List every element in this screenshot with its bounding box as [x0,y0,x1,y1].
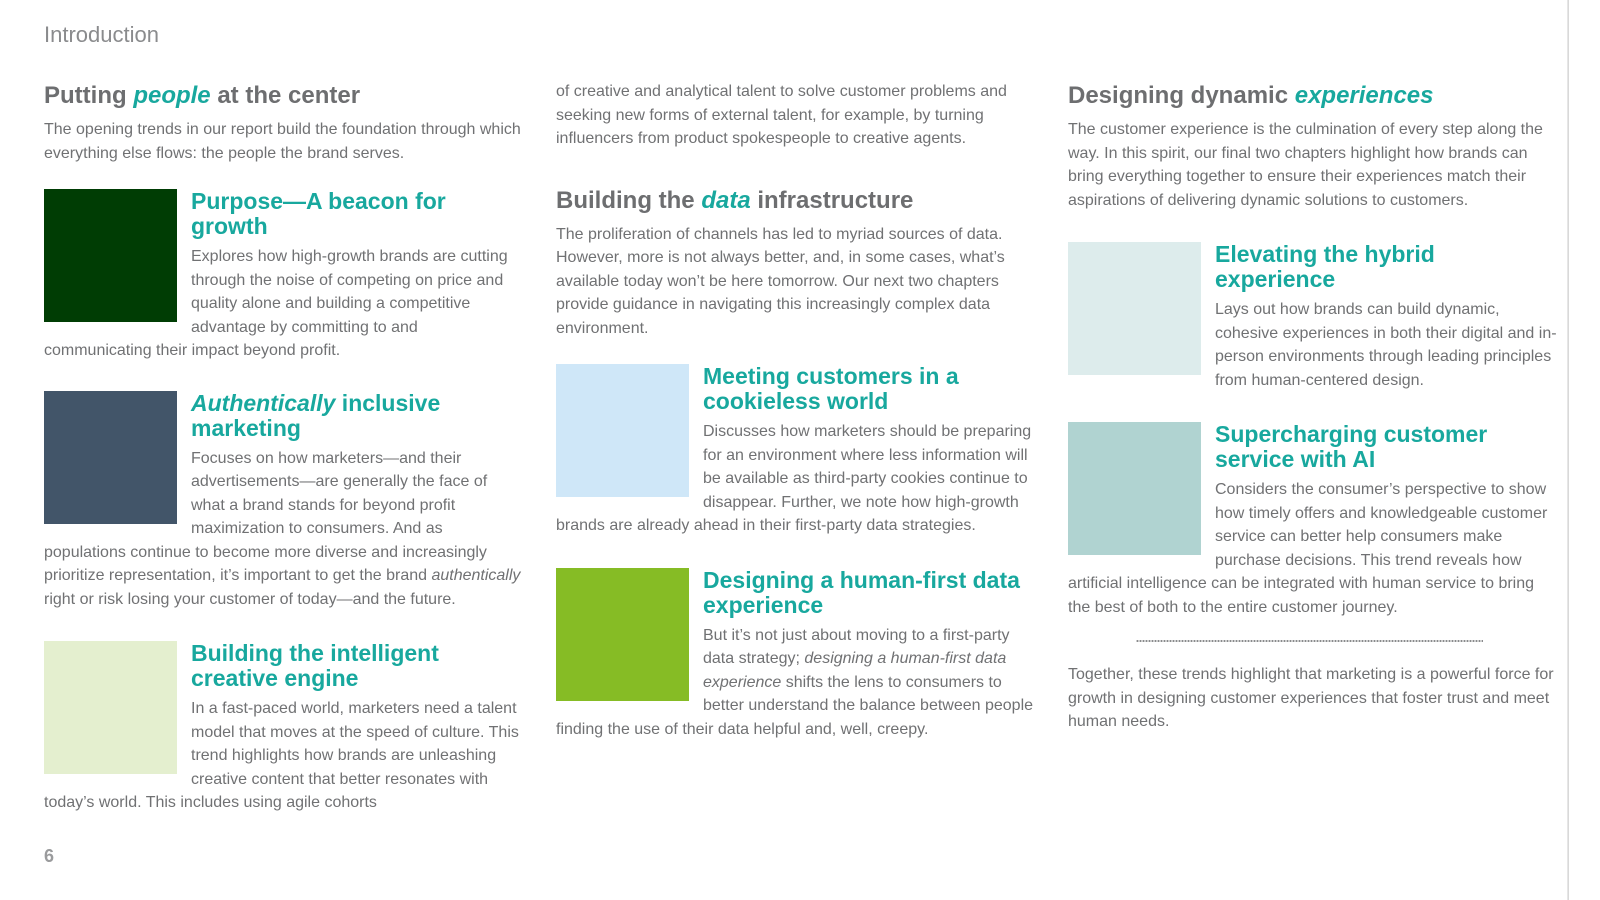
dotted-divider [1136,639,1483,643]
color-square-cookieless [556,364,689,497]
trend-inclusive [44,391,522,612]
trend-title-inclusive: Authentically inclusive marketing [191,389,441,441]
trend-body-creative-continued: of creative and analytical talent to solve customer problems and seeking new forms of external talent, for example, by turning influencers from product spokespeople to creative agents. [556,83,1007,147]
trend-title-purpose: Purpose—A beacon for growth [191,188,446,239]
trend-ai [1068,422,1560,619]
trend-body-cookieless: Discusses how marketers should be preparing for an environment where less information will be available as third-party cookies continue to disappear. Further, we note how high-growth brands are already ahead in their first-party data strategies. [556,423,1032,534]
section-intro-people: The opening trends in our report build the foundation through which everything else flows: the people the brand serves. [44,121,521,162]
trend-body-creative: In a fast-paced world, marketers need a talent model that moves at the speed of culture. This trend highlights how brands are unleashing creative content that better resonates with today’s world. This includes using agile cohorts [44,700,519,811]
trend-human-first [556,568,1034,742]
column-experiences [1068,80,1560,734]
section-heading-experiences: Designing dynamic experiences [1068,82,1434,109]
trend-body-ai: Considers the consumer’s perspective to show how timely offers and knowledgeable customer service can better help consumers make purchase decisions. This trend reveals how artificial intelligence can be integrated with human service to bring the best of both to the entire customer journey. [1068,481,1548,616]
column-people [44,80,522,815]
trend-title-cookieless: Meeting customers in a cookieless world [703,363,959,414]
trend-body-purpose: Explores how high-growth brands are cutting through the noise of competing on price and quality alone and building a competitive advantage by committing to and communicating their impact beyond profit. [44,248,508,359]
section-intro-experiences: The customer experience is the culmination of every step along the way. In this spirit, our final two chapters highlight how brands can bring everything together to ensure their experiences match their aspirations of delivering dynamic solutions to customers. [1068,121,1543,209]
trend-cookieless [556,364,1034,538]
color-square-hybrid [1068,242,1201,375]
closing-paragraph: Together, these trends highlight that marketing is a powerful force for growth in designing customer experiences that foster trust and meet human needs. [1068,666,1554,730]
trend-body-hybrid: Lays out how brands can build dynamic, cohesive experiences in both their digital and in-person environments through leading principles from human-centered design. [1215,301,1557,389]
color-square-inclusive [44,391,177,524]
section-heading-data: Building the data infrastructure [556,186,914,214]
trend-title-ai: Supercharging customer service with AI [1215,421,1488,472]
color-square-creative [44,641,177,774]
trend-purpose [44,189,522,363]
color-square-purpose [44,189,177,322]
trend-creative-engine [44,641,522,815]
column-data [556,80,1034,741]
section-data-infrastructure [556,185,1034,341]
trend-title-hybrid: Elevating the hybrid experience [1215,241,1435,292]
trend-body-inclusive: Focuses on how marketers—and their advertisements—are generally the face of what a brand stands for beyond profit maximization to consumers. And as populations continue to become more diverse and increasingly prioritize representation, it’s important to get the brand authentically right or risk losing your customer of today—and the future. [44,449,521,608]
trend-title-human-first: Designing a human-first data experience [703,566,1020,618]
scrollbar-track[interactable] [1567,0,1600,900]
page-number: 6 [44,846,55,866]
trend-title-creative: Building the intelligent creative engine [191,640,439,691]
color-square-human-first [556,568,689,701]
section-heading-people: Putting people at the center [44,82,361,109]
color-square-ai [1068,422,1201,555]
trend-hybrid [1068,242,1560,392]
section-intro-data: The proliferation of channels has led to myriad sources of data. However, more is not always better, and, in some cases, what’s available today won’t be here tomorrow. Our next two chapters provide guidance in navigating this increasingly complex data environment. [556,225,1005,337]
trend-body-human-first: But it’s not just about moving to a first-party data strategy; designing a human-first data experience shifts the lens to consumers to better understand the balance between people finding the use of their data helpful and, well, creepy. [556,626,1034,738]
section-label: Introduction [44,22,159,47]
